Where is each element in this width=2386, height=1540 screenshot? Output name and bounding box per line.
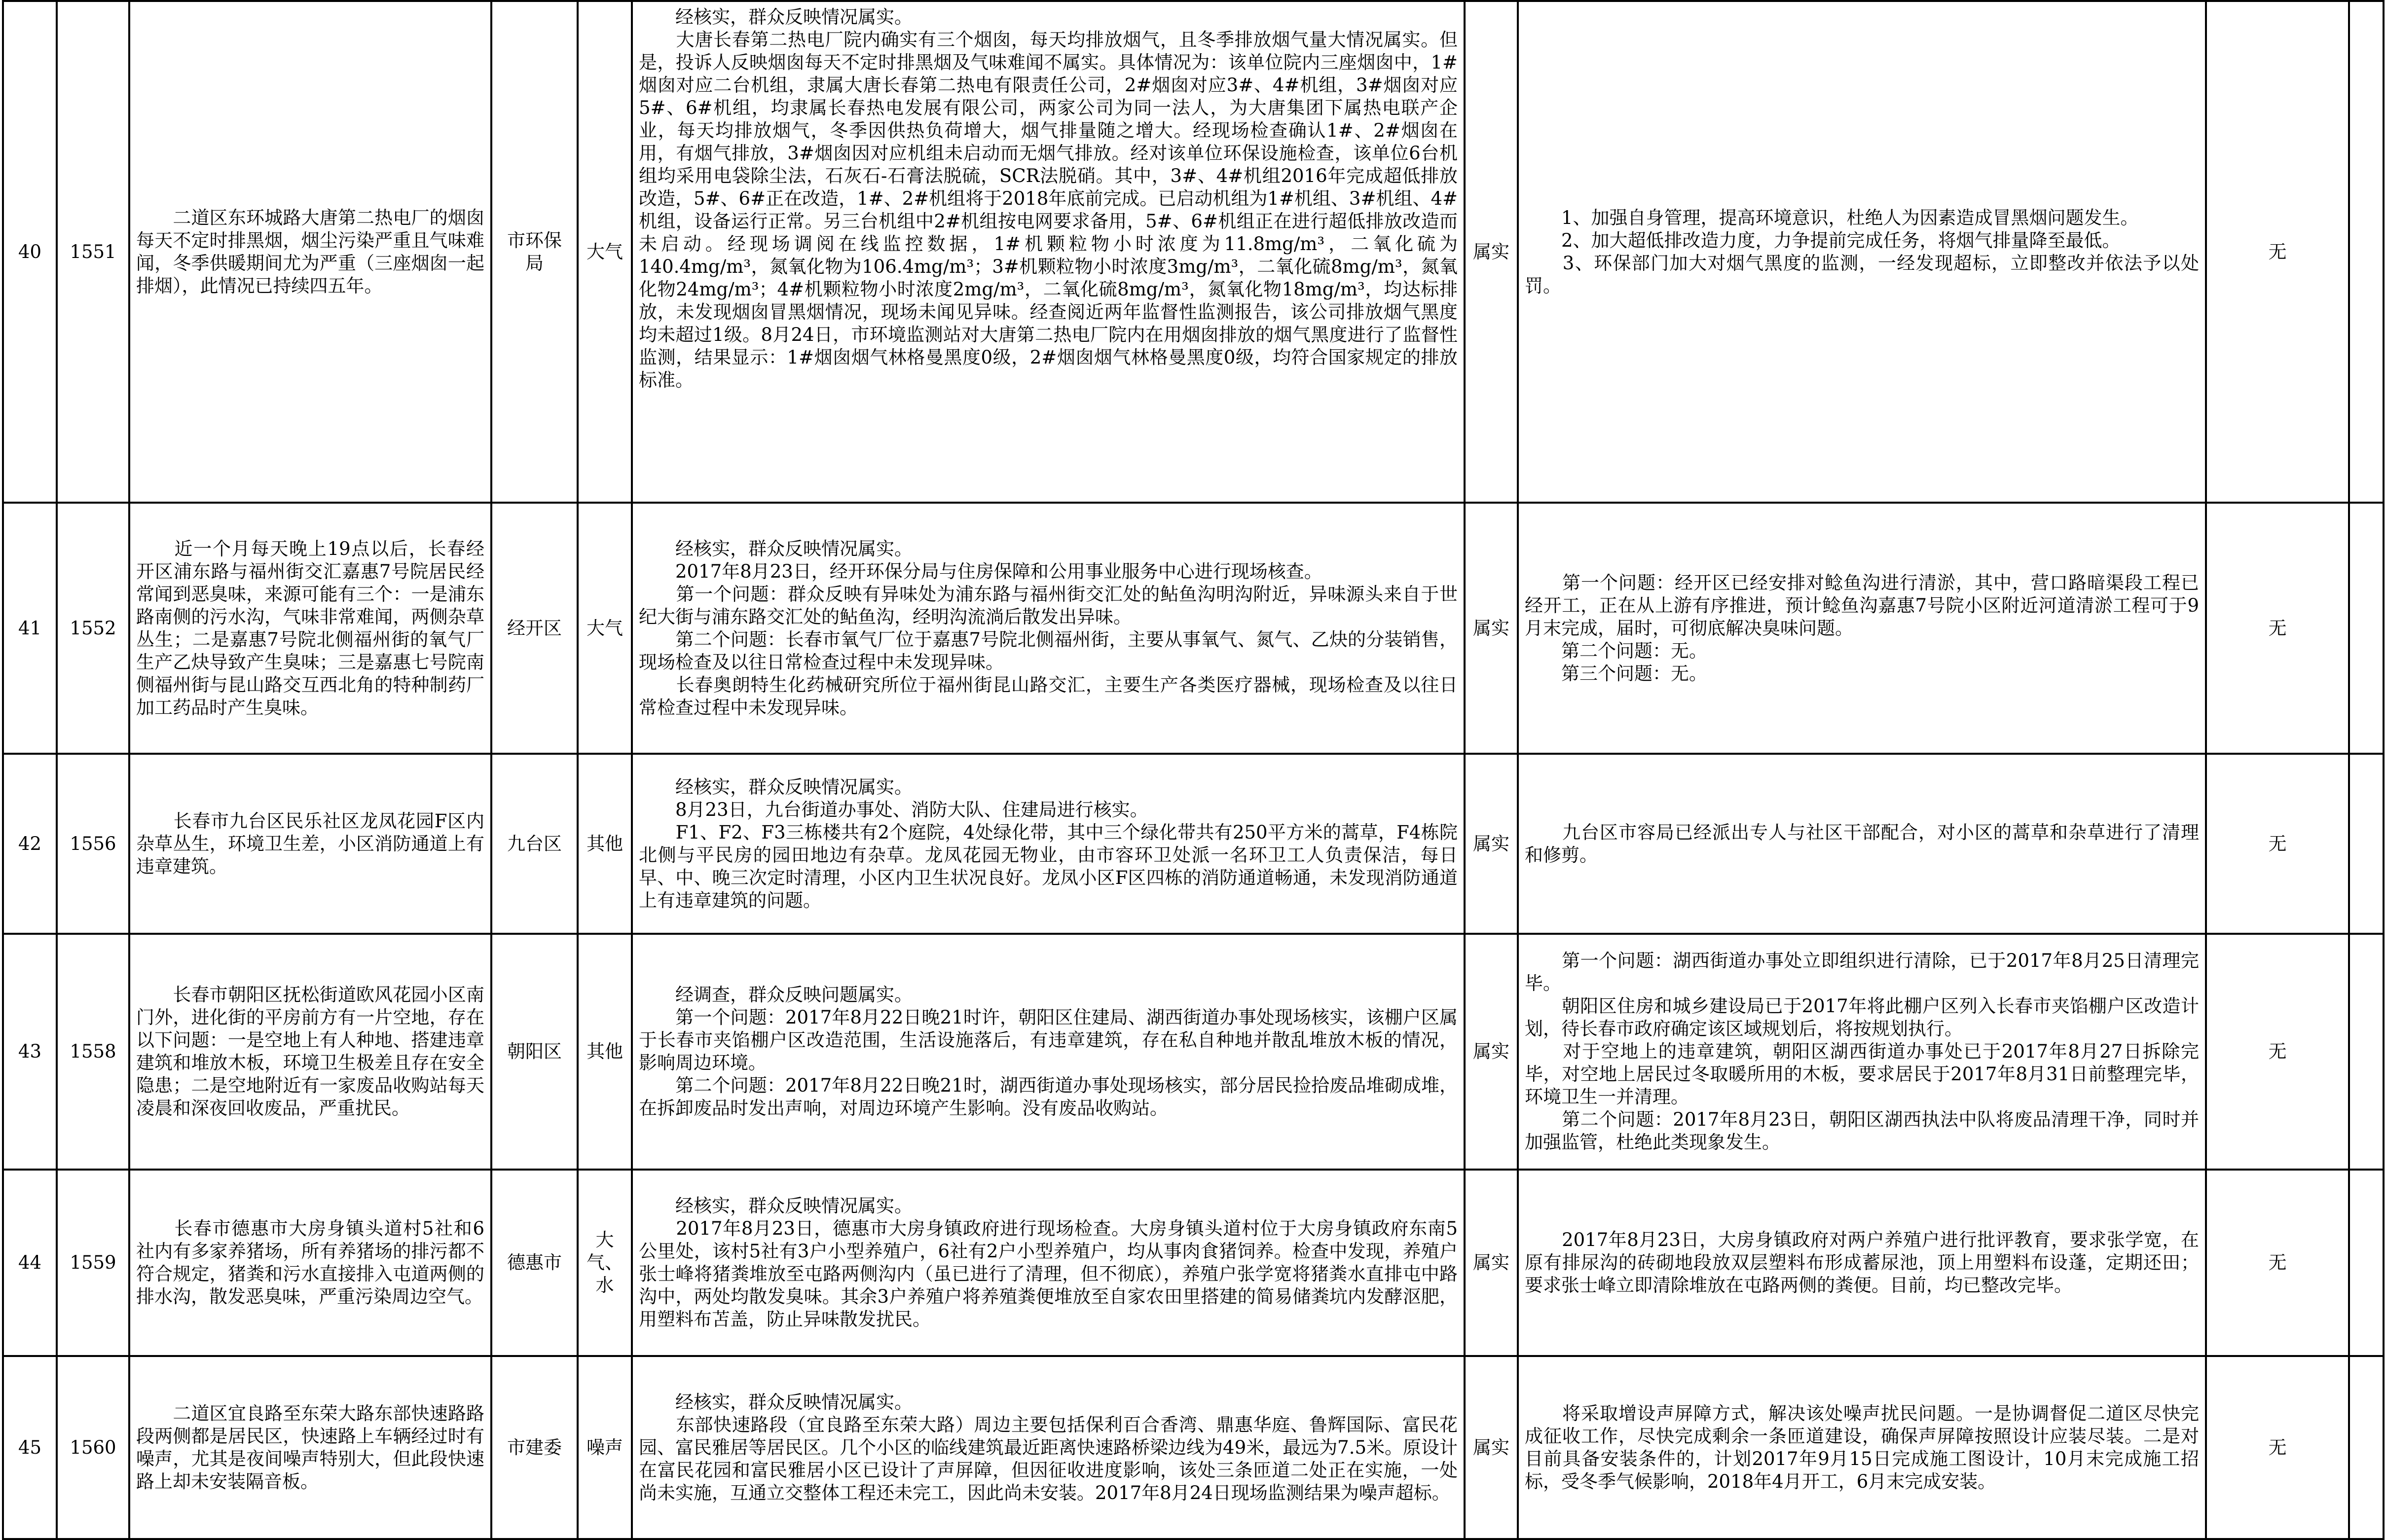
rectification: 九台区市容局已经派出专人与社区干部配合，对小区的蒿草和杂草进行了清理和修剪。 xyxy=(1518,754,2206,934)
table-row xyxy=(3,1356,2384,1539)
responsible-dept: 德惠市 xyxy=(491,1170,578,1356)
empty-cell xyxy=(2349,754,2384,934)
rectification: 2017年8月23日，大房身镇政府对两户养殖户进行批评教育，要求张学宽，在原有排尿沟的砖砌地段放双层塑料布形成蓄尿池，顶上用塑料布设蓬，定期还田；要求张士峰立即清除堆放在屯路两侧的粪便。目前，均已整改完毕。 xyxy=(1518,1170,2206,1356)
empty-cell xyxy=(2349,934,2384,1170)
rectification: 1、加强自身管理，提高环境意识，杜绝人为因素造成冒黑烟问题发生。 2、加大超低排改造力度，力争提前完成任务，将烟气排量降至最低。 3、环保部门加大对烟气黑度的监测，一经发现超标，立即整改并依法予以处罚。 xyxy=(1518,1,2206,503)
accountability: 无 xyxy=(2206,934,2349,1170)
complaint-table xyxy=(2,0,2385,1540)
responsible-dept: 市环保局 xyxy=(491,1,578,503)
complaint-id: 1559 xyxy=(57,1170,129,1356)
verdict: 属实 xyxy=(1465,1356,1518,1539)
pollution-category: 其他 xyxy=(578,934,632,1170)
table-row xyxy=(3,934,2384,1170)
accountability: 无 xyxy=(2206,754,2349,934)
complaint-id: 1560 xyxy=(57,1356,129,1539)
responsible-dept: 九台区 xyxy=(491,754,578,934)
row-number: 40 xyxy=(3,1,57,503)
complaint-id: 1558 xyxy=(57,934,129,1170)
pollution-category: 噪声 xyxy=(578,1356,632,1539)
rectification: 第一个问题：经开区已经安排对鲶鱼沟进行清淤，其中，营口路暗渠段工程已经开工，正在从上游有序推进，预计鲶鱼沟嘉惠7号院小区附近河道清淤工程可于9月末完成，届时，可彻底解决臭味问题。 第二个问题：无。 第三个问题：无。 xyxy=(1518,503,2206,754)
accountability: 无 xyxy=(2206,1170,2349,1356)
empty-cell xyxy=(2349,503,2384,754)
investigation-result: 经核实，群众反映情况属实。 大唐长春第二热电厂院内确实有三个烟囱，每天均排放烟气，且冬季排放烟气量大情况属实。但是，投诉人反映烟囱每天不定时排黑烟及气味难闻不属实。具体情况为：该单位院内三座烟囱中，1#烟囱对应二台机组，隶属大唐长春第二热电有限责任公司，2#烟囱对应3#、4#机组，3#烟囱对应5#、6#机组，均隶属长春热电发展有限公司，两家公司为同一法人，为大唐集团下属热电联产企业，每天均排放烟气，冬季因供热负荷增大，烟气排量随之增大。经现场检查确认1#、2#烟囱在用，有烟气排放，3#烟囱因对应机组未启动而无烟气排放。经对该单位环保设施检查，该单位6台机组均采用电袋除尘法，石灰石-石膏法脱硫，SCR法脱硝。其中，3#、4#机组2016年完成超低排放改造，5#、6#正在改造，1#、2#机组将于2018年底前完成。已启动机组为1#机组、3#机组、4#机组，设备运行正常。另三台机组中2#机组按电网要求备用，5#、6#机组正在进行超低排放改造而未启动。经现场调阅在线监控数据，1#机颗粒物小时浓度为11.8mg/m³，二氧化硫为140.4mg/m³，氮氧化物为106.4mg/m³；3#机颗粒物小时浓度3mg/m³，二氧化硫8mg/m³，氮氧化物24mg/m³；4#机颗粒物小时浓度2mg/m³，二氧化硫8mg/m³，氮氧化物18mg/m³，均达标排放，未发现烟囱冒黑烟情况，现场未闻见异味。经查阅近两年监督性监测报告，该公司排放烟气黑度均未超过1级。8月24日，市环境监测站对大唐第二热电厂院内在用烟囱排放的烟气黑度进行了监督性监测，结果显示：1#烟囱烟气林格曼黑度0级，2#烟囱烟气林格曼黑度0级，均符合国家规定的排放标准。 xyxy=(632,1,1465,503)
empty-cell xyxy=(2349,1,2384,503)
complaint-content: 长春市朝阳区抚松街道欧风花园小区南门外，进化街的平房前方有一片空地，存在以下问题：一是空地上有人种地、搭建违章建筑和堆放木板，环境卫生极差且存在安全隐患；二是空地附近有一家废品收购站每天凌晨和深夜回收废品，严重扰民。 xyxy=(129,934,491,1170)
verdict: 属实 xyxy=(1465,1,1518,503)
verdict: 属实 xyxy=(1465,503,1518,754)
table-row xyxy=(3,1,2384,503)
responsible-dept: 经开区 xyxy=(491,503,578,754)
empty-cell xyxy=(2349,1170,2384,1356)
row-number: 42 xyxy=(3,754,57,934)
investigation-result: 经核实，群众反映情况属实。 2017年8月23日，德惠市大房身镇政府进行现场检查。大房身镇头道村位于大房身镇政府东南5公里处，该村5社有3户小型养殖户，6社有2户小型养殖户，均从事肉食猪饲养。检查中发现，养殖户张士峰将猪粪堆放至屯路两侧沟内（虽已进行了清理，但不彻底），养殖户张学宽将猪粪水直排屯中路沟中，两处均散发臭味。其余3户养殖户将养殖粪便堆放至自家农田里搭建的简易储粪坑内发酵沤肥，用塑料布苫盖，防止异味散发扰民。 xyxy=(632,1170,1465,1356)
complaint-content: 长春市德惠市大房身镇头道村5社和6社内有多家养猪场，所有养猪场的排污都不符合规定，猪粪和污水直接排入屯道两侧的排水沟，散发恶臭味，严重污染周边空气。 xyxy=(129,1170,491,1356)
investigation-result: 经调查，群众反映问题属实。 第一个问题：2017年8月22日晚21时许，朝阳区住建局、湖西街道办事处现场核实，该棚户区属于长春市夹馅棚户区改造范围，生活设施落后，有违章建筑，存在私自种地并散乱堆放木板的情况，影响周边环境。 第二个问题：2017年8月22日晚21时，湖西街道办事处现场核实，部分居民捡拾废品堆砌成堆，在拆卸废品时发出声响，对周边环境产生影响。没有废品收购站。 xyxy=(632,934,1465,1170)
pollution-category: 大气、水 xyxy=(578,1170,632,1356)
verdict: 属实 xyxy=(1465,754,1518,934)
row-number: 44 xyxy=(3,1170,57,1356)
complaint-id: 1556 xyxy=(57,754,129,934)
row-number: 43 xyxy=(3,934,57,1170)
investigation-result: 经核实，群众反映情况属实。 8月23日，九台街道办事处、消防大队、住建局进行核实。 F1、F2、F3三栋楼共有2个庭院，4处绿化带，其中三个绿化带共有250平方米的蒿草，F4栋院北侧与平民房的园田地边有杂草。龙凤花园无物业，由市容环卫处派一名环卫工人负责保洁，每日早、中、晚三次定时清理，小区内卫生状况良好。龙凤小区F区四栋的消防通道畅通，未发现消防通道上有违章建筑的问题。 xyxy=(632,754,1465,934)
complaint-content: 近一个月每天晚上19点以后，长春经开区浦东路与福州街交汇嘉惠7号院居民经常闻到恶臭味，来源可能有三个：一是浦东路南侧的污水沟，气味非常难闻，两侧杂草丛生；二是嘉惠7号院北侧福州街的氧气厂生产乙炔导致产生臭味；三是嘉惠七号院南侧福州街与昆山路交互西北角的特种制药厂加工药品时产生臭味。 xyxy=(129,503,491,754)
rectification: 第一个问题：湖西街道办事处立即组织进行清除，已于2017年8月25日清理完毕。 朝阳区住房和城乡建设局已于2017年将此棚户区列入长春市夹馅棚户区改造计划，待长春市政府确定该区域规划后，将按规划执行。 对于空地上的违章建筑，朝阳区湖西街道办事处已于2017年8月27日拆除完毕，对空地上居民过冬取暖所用的木板，要求居民于2017年8月31日前整理完毕，环境卫生一并清理。 第二个问题：2017年8月23日，朝阳区湖西执法中队将废品清理干净，同时并加强监管，杜绝此类现象发生。 xyxy=(1518,934,2206,1170)
responsible-dept: 市建委 xyxy=(491,1356,578,1539)
table-row xyxy=(3,754,2384,934)
pollution-category: 其他 xyxy=(578,754,632,934)
accountability: 无 xyxy=(2206,503,2349,754)
complaint-content: 二道区东环城路大唐第二热电厂的烟囱每天不定时排黑烟，烟尘污染严重且气味难闻，冬季供暖期间尤为严重（三座烟囱一起排烟），此情况已持续四五年。 xyxy=(129,1,491,503)
complaint-content: 二道区宜良路至东荣大路东部快速路路段两侧都是居民区，快速路上车辆经过时有噪声，尤其是夜间噪声特别大，但此段快速路上却未安装隔音板。 xyxy=(129,1356,491,1539)
row-number: 41 xyxy=(3,503,57,754)
row-number: 45 xyxy=(3,1356,57,1539)
table-row xyxy=(3,503,2384,754)
accountability: 无 xyxy=(2206,1356,2349,1539)
empty-cell xyxy=(2349,1356,2384,1539)
investigation-result: 经核实，群众反映情况属实。 2017年8月23日，经开环保分局与住房保障和公用事业服务中心进行现场核查。 第一个问题：群众反映有异味处为浦东路与福州街交汇处的鲇鱼沟明沟附近，异味源头来自于世纪大街与浦东路交汇处的鲇鱼沟，经明沟流淌后散发出异味。 第二个问题：长春市氧气厂位于嘉惠7号院北侧福州街，主要从事氧气、氮气、乙炔的分装销售，现场检查及以往日常检查过程中未发现异味。 长春奥朗特生化药械研究所位于福州街昆山路交汇，主要生产各类医疗器械，现场检查及以往日常检查过程中未发现异味。 xyxy=(632,503,1465,754)
table-row xyxy=(3,1170,2384,1356)
accountability: 无 xyxy=(2206,1,2349,503)
verdict: 属实 xyxy=(1465,1170,1518,1356)
investigation-result: 经核实，群众反映情况属实。 东部快速路段（宜良路至东荣大路）周边主要包括保利百合香湾、鼎惠华庭、鲁辉国际、富民花园、富民雅居等居民区。几个小区的临线建筑最近距离快速路桥梁边线为49米，最远为7.5米。原设计在富民花园和富民雅居小区已设计了声屏障，但因征收进度影响，该处三条匝道二处正在实施，一处尚未实施，互通立交整体工程还未完工，因此尚未安装。2017年8月24日现场监测结果为噪声超标。 xyxy=(632,1356,1465,1539)
complaint-content: 长春市九台区民乐社区龙凤花园F区内杂草丛生，环境卫生差，小区消防通道上有违章建筑。 xyxy=(129,754,491,934)
rectification: 将采取增设声屏障方式，解决该处噪声扰民问题。一是协调督促二道区尽快完成征收工作，尽快完成剩余一条匝道建设，确保声屏障按照设计应装尽装。二是对目前具备安装条件的，计划2017年9月15日完成施工图设计，10月末完成施工招标，受冬季气候影响，2018年4月开工，6月末完成安装。 xyxy=(1518,1356,2206,1539)
pollution-category: 大气 xyxy=(578,1,632,503)
pollution-category: 大气 xyxy=(578,503,632,754)
complaint-id: 1552 xyxy=(57,503,129,754)
complaint-id: 1551 xyxy=(57,1,129,503)
verdict: 属实 xyxy=(1465,934,1518,1170)
responsible-dept: 朝阳区 xyxy=(491,934,578,1170)
